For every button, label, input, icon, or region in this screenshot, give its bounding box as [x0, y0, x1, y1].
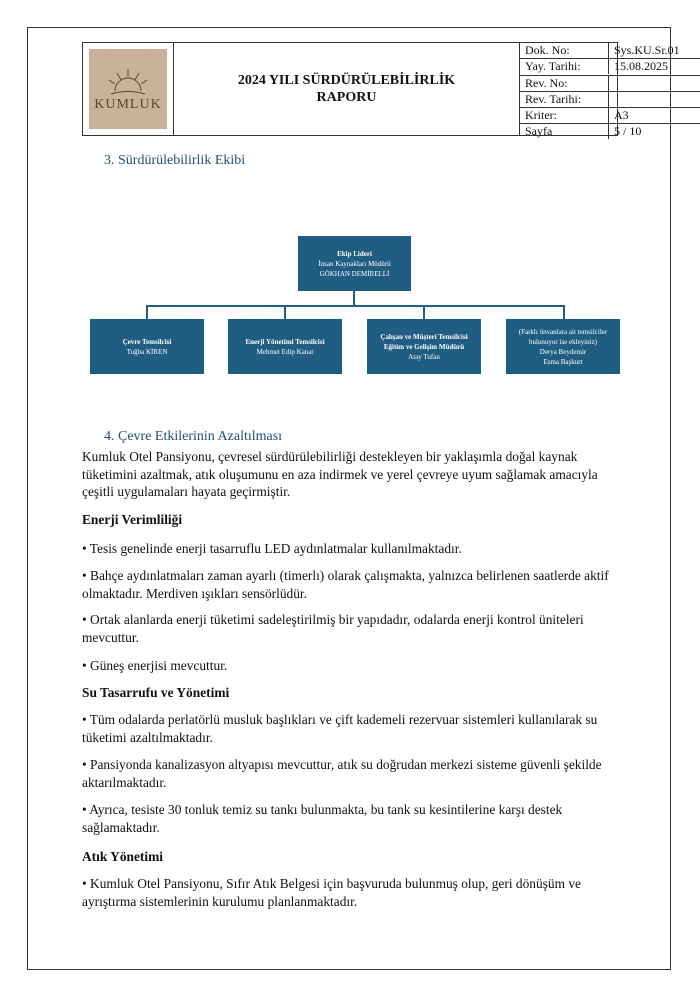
org-member-title-2: bulunuyor ise ekleyiniz) [528, 337, 598, 346]
company-logo [89, 49, 167, 129]
title-line-1: 2024 YILI SÜRDÜRÜLEBİLİRLİK [237, 73, 456, 88]
org-member-name: Derya Beydemir [539, 347, 587, 356]
logo-text: KUMLUK [94, 97, 162, 112]
meta-row [520, 108, 700, 124]
energy-item: • Ortak alanlarda enerji tüketimi sadeleştirilmiş bir yapıdadır, odalarda enerji kontrol üniteleri mevcuttur. [82, 612, 584, 645]
document-meta [520, 43, 700, 139]
section-heading-4: 4. Çevre Etkilerinin Azaltılması [104, 429, 283, 444]
org-leader-title: Ekip Lideri [337, 249, 372, 258]
org-leader-name: GÖKHAN DEMİRELLİ [319, 269, 390, 278]
section-heading-3: 3. Sürdürülebilirlik Ekibi [104, 153, 246, 168]
org-member-title: (Farklı ünvanlara ait temsilciler [518, 327, 608, 336]
org-connector [563, 305, 565, 319]
meta-row [520, 43, 700, 59]
meta-value: A3 [614, 108, 629, 123]
document-header [82, 42, 680, 139]
meta-key: Yay. Tarihi: [525, 59, 581, 74]
org-box-leader [298, 236, 411, 291]
org-member-title: Enerji Yönetimi Temsilcisi [245, 337, 325, 346]
org-member-title: Çevre Temsilcisi [122, 337, 172, 346]
energy-item: • Bahçe aydınlatmaları zaman ayarlı (timerlı) olarak çalışmakta, yalnızca belirlenen saatlerde aktif olmaktadır. Merdiven ışıkları sensörlüdür. [82, 568, 609, 601]
org-member-title: Çalışan ve Müşteri Temsilcisi [380, 332, 468, 341]
title-line-2: RAPORU [316, 90, 377, 105]
sun-icon [89, 49, 167, 129]
meta-row [520, 124, 700, 139]
waste-item: • Kumluk Otel Pansiyonu, Sıfır Atık Belgesi için başvuruda bulunmuş olup, geri dönüşüm ve ayrıştırma sistemlerinin kurulumu planlanmaktadır. [82, 876, 581, 909]
section-4-intro: Kumluk Otel Pansiyonu, çevresel sürdürülebilirliği destekleyen bir yaklaşımla doğal kaynak tüketimini azaltmak, atık oluşumunu en aza indirmek ve yerel çevreye uyum sağlamak amacıyla çeşitli uygulamaları hayata geçirmiştir. [82, 449, 598, 499]
meta-row [520, 76, 700, 92]
waste-heading: Atık Yönetimi [82, 849, 163, 864]
meta-value: Sys.KU.Sr.01 [614, 43, 680, 57]
org-box-member [367, 319, 481, 374]
org-leader-role: İnsan Kaynakları Müdürü [318, 259, 391, 268]
meta-key: Rev. Tarihi: [525, 91, 582, 106]
water-item: • Ayrıca, tesiste 30 tonluk temiz su tankı bulunmakta, bu tank su kesintilerine karşı destek sağlamaktadır. [82, 802, 563, 835]
meta-key: Sayfa [525, 124, 553, 139]
org-member-name: Atay Tufan [408, 352, 440, 361]
org-box-member [228, 319, 342, 374]
water-item: • Pansiyonda kanalizasyon altyapısı mevcuttur, atık su doğrudan merkezi sisteme güvenli şekilde aktarılmaktadır. [82, 757, 602, 790]
water-item: • Tüm odalarda perlatörlü musluk başlıkları ve çift kademeli rezervuar sistemleri kullanılarak su tüketimi azaltılmaktadır. [82, 712, 598, 745]
energy-item: • Güneş enerjisi mevcuttur. [82, 658, 228, 673]
org-box-member [90, 319, 204, 374]
document-title [174, 43, 520, 135]
meta-key: Rev. No: [525, 75, 568, 90]
org-connector [146, 305, 148, 319]
org-connector [146, 305, 565, 307]
energy-item: • Tesis genelinde enerji tasarruflu LED aydınlatmalar kullanılmaktadır. [82, 541, 462, 556]
energy-heading: Enerji Verimliliği [82, 512, 183, 527]
org-connector [423, 305, 425, 319]
org-member-title-2: Eğitim ve Gelişim Müdürü [383, 342, 465, 351]
org-connector [353, 291, 355, 306]
meta-value: 5 / 10 [614, 124, 642, 139]
logo-cell [83, 43, 174, 135]
meta-row [520, 92, 700, 108]
meta-key: Dok. No: [525, 43, 570, 57]
org-box-member [506, 319, 620, 374]
org-member-name: Mehmet Edip Kanat [256, 347, 314, 356]
meta-value: 15.08.2025 [614, 59, 668, 74]
org-member-name-2: Esma Başkurt [543, 357, 583, 366]
org-member-name: Tuğba KİREN [126, 347, 168, 356]
meta-key: Kriter: [525, 108, 557, 123]
meta-row [520, 59, 700, 75]
water-heading: Su Tasarrufu ve Yönetimi [82, 685, 230, 700]
org-connector [284, 305, 286, 319]
